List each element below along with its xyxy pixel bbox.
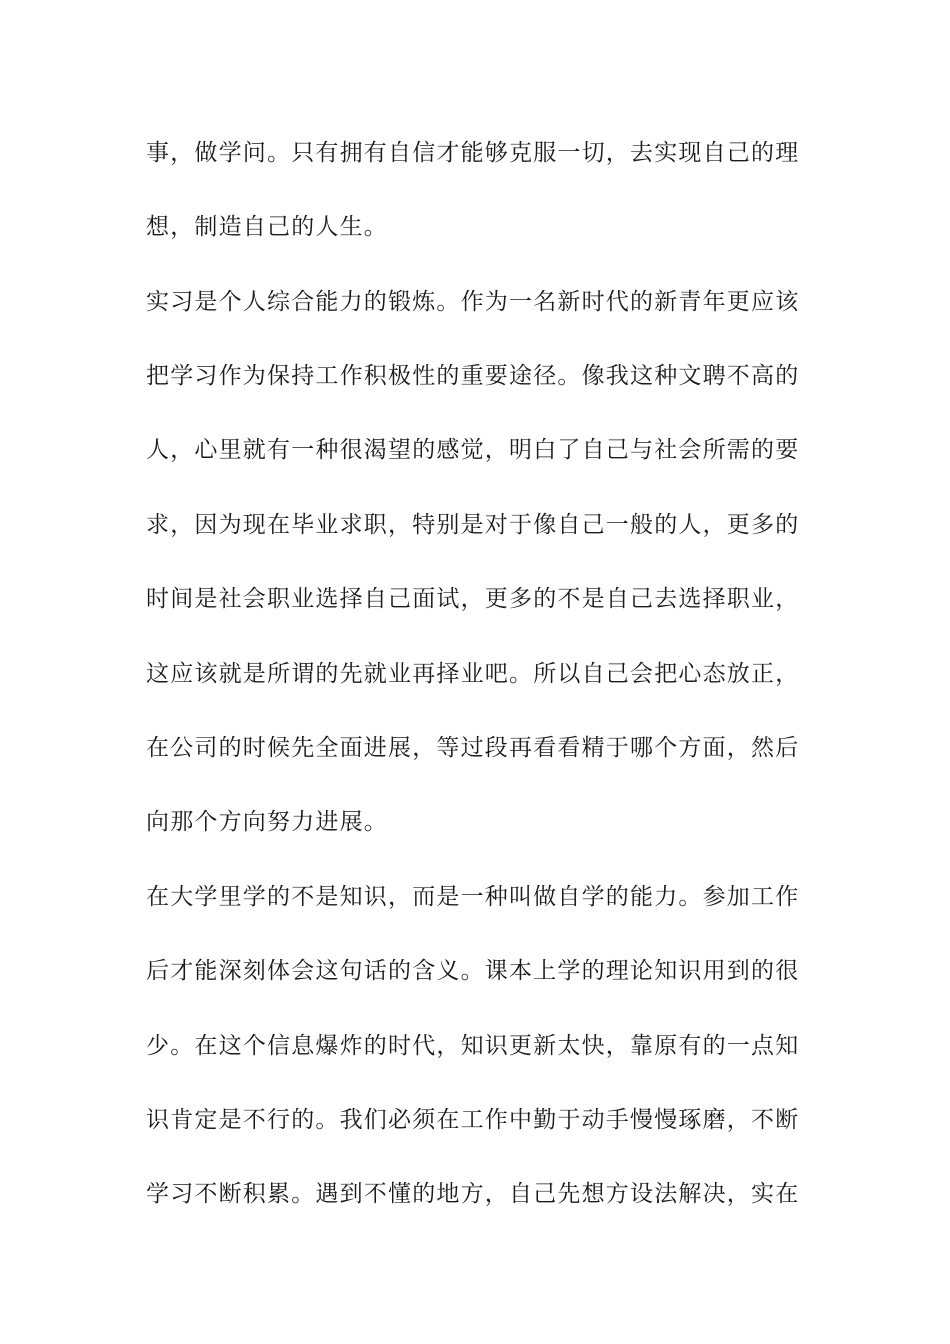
text-line: 实习是个人综合能力的锻炼。作为一名新时代的新青年更应该: [146, 289, 800, 315]
text-line: 向那个方向努力进展。: [146, 809, 388, 835]
text-line: 在大学里学的不是知识，而是一种叫做自学的能力。参加工作: [146, 884, 800, 910]
text-line: 学习不断积累。遇到不懂的地方，自己先想方设法解决，实在: [146, 1181, 800, 1207]
text-line: 事，做学问。只有拥有自信才能够克服一切，去实现自己的理: [146, 140, 800, 166]
text-line: 把学习作为保持工作积极性的重要途径。像我这种文聘不高的: [146, 363, 800, 389]
text-line: 想，制造自己的人生。: [146, 214, 388, 240]
text-line: 识肯定是不行的。我们必须在工作中勤于动手慢慢琢磨，不断: [146, 1107, 800, 1133]
text-line: 时间是社会职业选择自己面试，更多的不是自己去选择职业，: [146, 586, 800, 612]
text-line: 后才能深刻体会这句话的含义。课本上学的理论知识用到的很: [146, 958, 800, 984]
text-line: 这应该就是所谓的先就业再择业吧。所以自己会把心态放正，: [146, 661, 800, 687]
text-line: 少。在这个信息爆炸的时代，知识更新太快，靠原有的一点知: [146, 1033, 800, 1059]
text-line: 人，心里就有一种很渴望的感觉，明白了自己与社会所需的要: [146, 437, 800, 463]
text-line: 求，因为现在毕业求职，特别是对于像自己一般的人，更多的: [146, 512, 800, 538]
text-line: 在公司的时候先全面进展，等过段再看看精于哪个方面，然后: [146, 735, 800, 761]
